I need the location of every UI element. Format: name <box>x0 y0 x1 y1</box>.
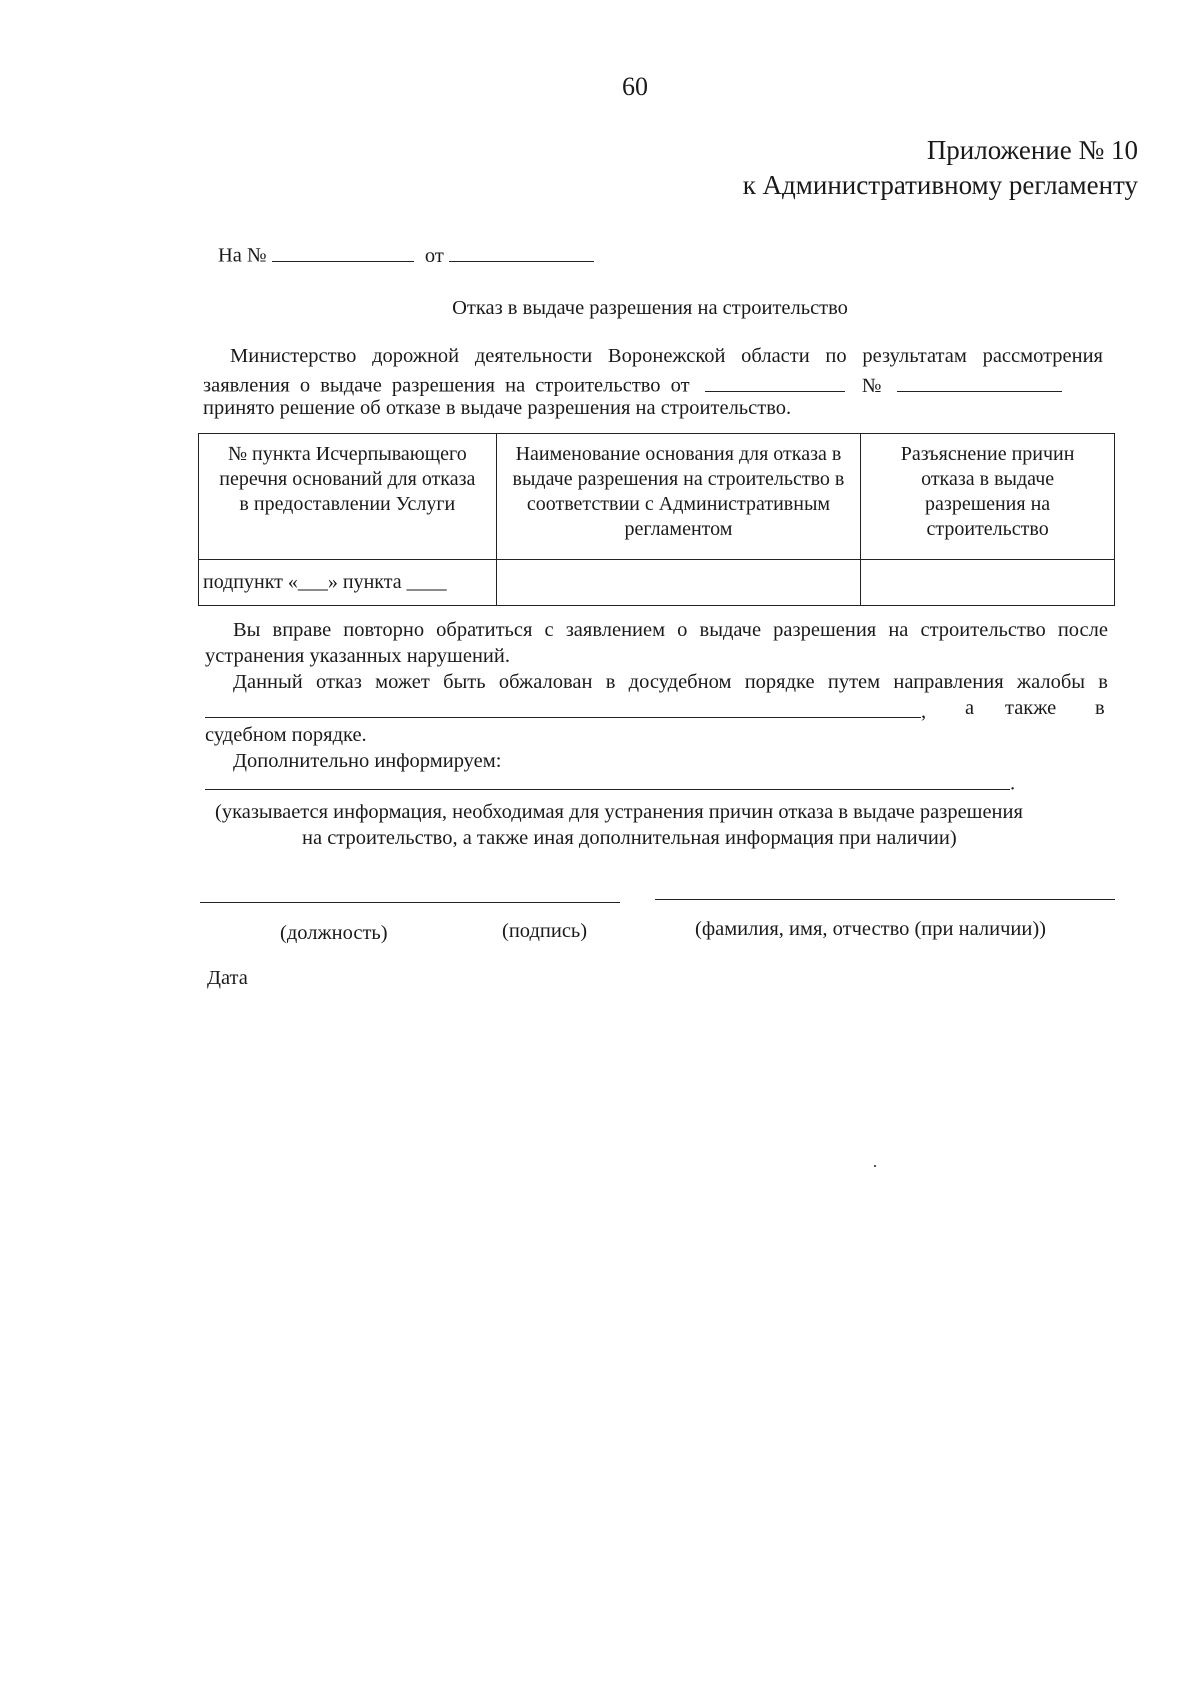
reference-date-field[interactable] <box>449 240 594 262</box>
note-line-2: на строительство, а также иная дополнительная информация при наличии) <box>302 827 957 849</box>
appeal-word-also: также <box>1005 697 1057 719</box>
signature-name-line[interactable] <box>655 899 1115 900</box>
additional-info-line <box>205 768 1015 797</box>
document-title: Отказ в выдаче разрешения на строительство <box>452 297 848 319</box>
appeal-word-v: в <box>1095 697 1105 719</box>
caption-signature: (подпись) <box>502 920 588 942</box>
scan-speck <box>874 1165 876 1167</box>
appeal-line-1: Данный отказ может быть обжалован в досудебном порядке путем направления жалобы в <box>233 671 1108 693</box>
intro-line-3: принято решение об отказе в выдаче разрешения на строительство. <box>203 397 792 419</box>
cell-reason[interactable] <box>496 560 861 606</box>
date-label: Дата <box>207 967 248 989</box>
appendix-title: Приложение № 10 <box>926 135 1138 165</box>
appeal-authority-field[interactable] <box>205 696 921 718</box>
table-row <box>199 560 1115 606</box>
reference-from-label: от <box>424 244 444 267</box>
application-number-field[interactable] <box>897 370 1062 392</box>
page-number: 60 <box>622 72 648 101</box>
application-date-field[interactable] <box>705 370 845 392</box>
note-line-1: (указывается информация, необходимая для устранения причин отказа в выдаче разрешения <box>215 801 1023 823</box>
intro-number-sign: № <box>861 374 882 397</box>
appeal-word-a: а <box>965 697 975 719</box>
signature-position-line[interactable] <box>200 902 620 903</box>
appeal-line-2 <box>205 696 1108 725</box>
intro-line-1: Министерство дорожной деятельности Воронежской области по результатам рассмотрения <box>230 345 1103 367</box>
additional-info-dot: . <box>1010 772 1016 795</box>
intro-line-2 <box>203 370 1103 399</box>
additional-info-field[interactable] <box>205 768 1010 790</box>
refusal-reasons-table <box>198 433 1115 606</box>
cell-explanation[interactable] <box>861 560 1115 606</box>
header-reason-explanation: Разъяснение причин отказа в выдаче разрешения на строительство <box>861 434 1115 560</box>
reference-number-field[interactable] <box>272 240 414 262</box>
caption-full-name: (фамилия, имя, отчество (при наличии)) <box>695 918 1046 940</box>
reference-line <box>218 240 594 269</box>
reapply-line-2: устранения указанных нарушений. <box>205 645 510 667</box>
table-header-row <box>199 434 1115 560</box>
appeal-line-3: судебном порядке. <box>205 724 367 746</box>
additional-info-label: Дополнительно информируем: <box>233 750 502 772</box>
caption-position: (должность) <box>280 922 388 944</box>
header-clause-number: № пункта Исчерпывающего перечня оснований для отказа в предоставлении Услуги <box>199 434 497 560</box>
appendix-subtitle: к Административному регламенту <box>742 170 1138 200</box>
cell-subclause[interactable]: подпункт «___» пункта ____ <box>199 560 497 606</box>
reapply-line-1: Вы вправе повторно обратиться с заявлением о выдаче разрешения на строительство после <box>233 619 1108 641</box>
intro-application-text: заявления о выдаче разрешения на строительство от <box>203 374 690 397</box>
reference-prefix: На № <box>218 244 267 267</box>
header-reason-name: Наименование основания для отказа в выдаче разрешения на строительство в соответствии с Административным регламентом <box>496 434 861 560</box>
appeal-comma: , <box>921 700 927 723</box>
